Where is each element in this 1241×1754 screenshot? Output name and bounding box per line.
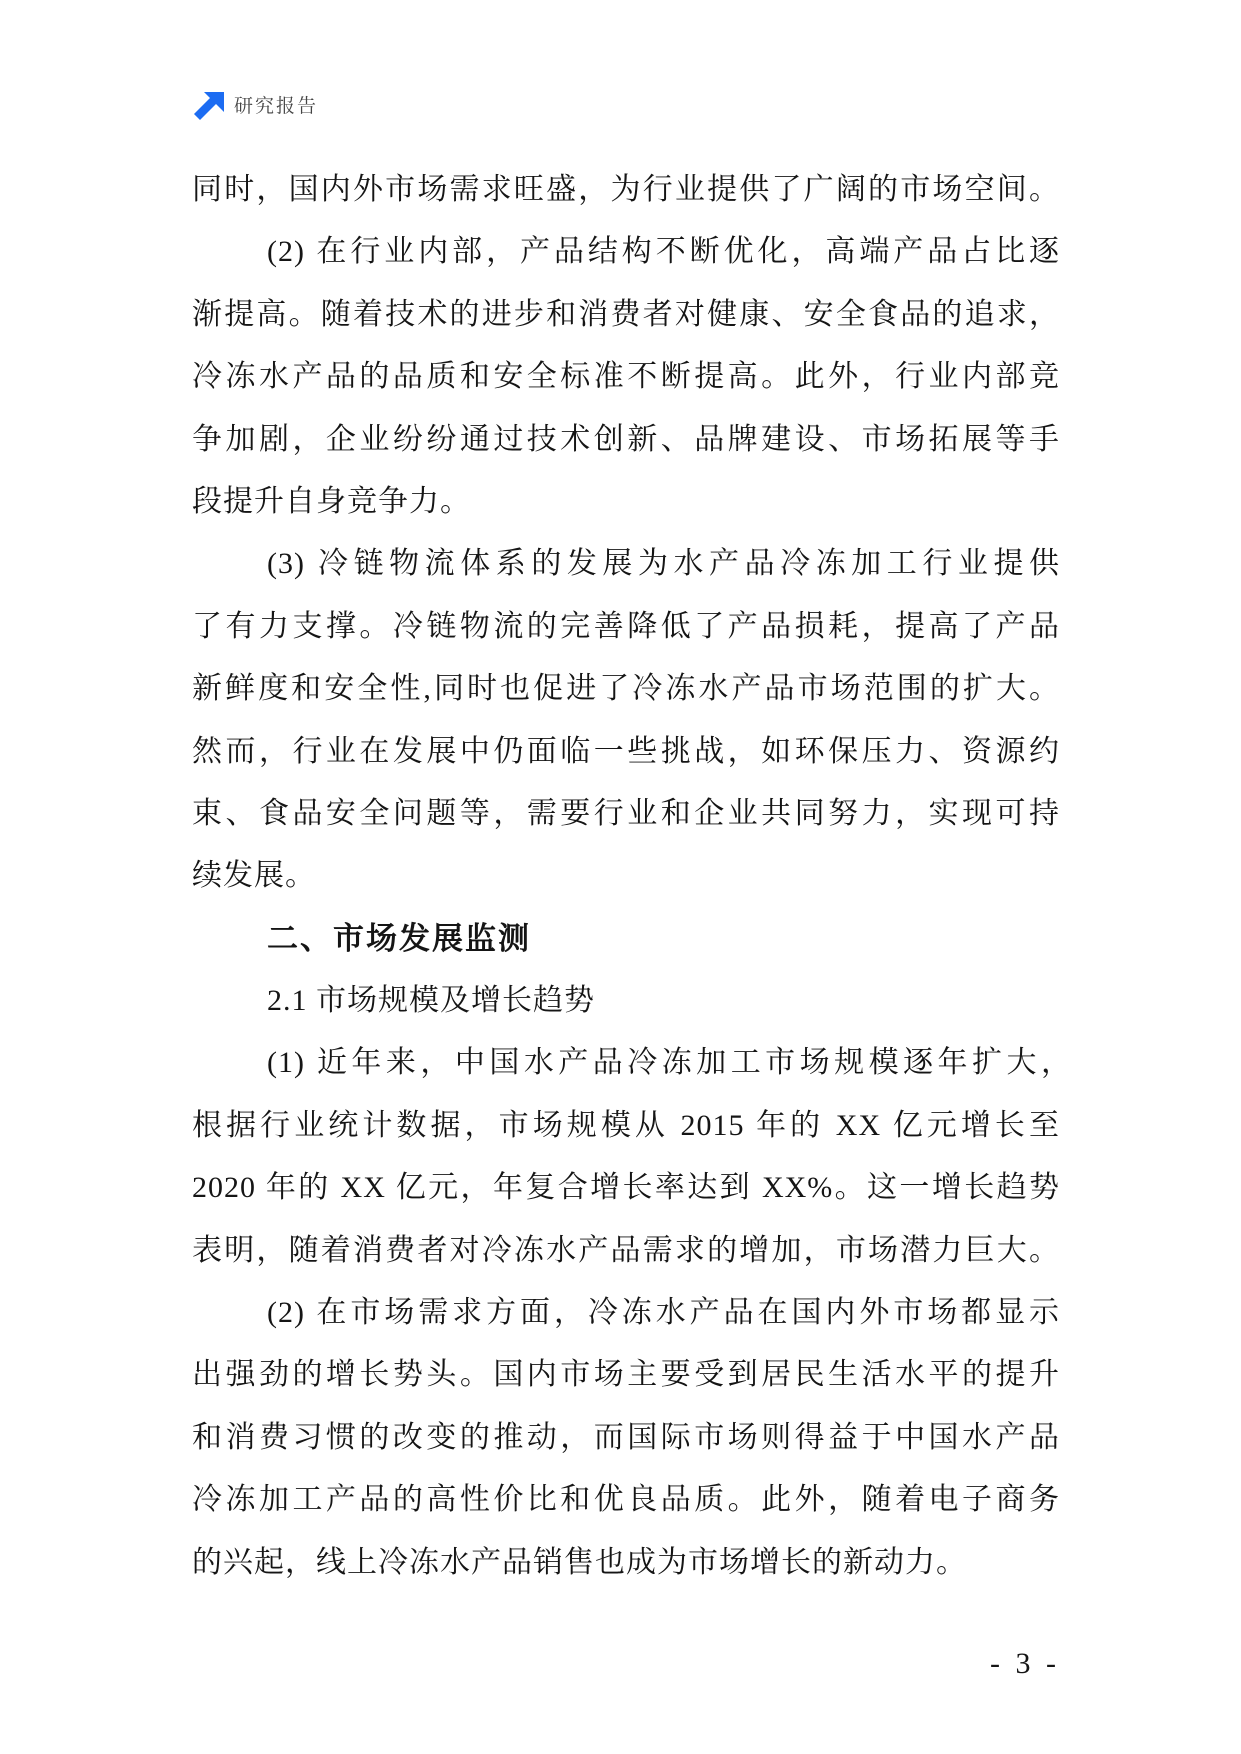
section-heading: 二、市场发展监测 [267, 920, 531, 956]
text-line: (2) 在行业内部，产品结构不断优化，高端产品占比逐 [267, 235, 1060, 269]
arrow-up-right-logo-icon [192, 92, 224, 122]
paragraph [192, 221, 1060, 533]
paragraph [192, 1032, 1072, 1282]
text-line: 和消费习惯的改变的推动，而国际市场则得益于中国水产品 [192, 1420, 1060, 1454]
text-line: 了有力支撑。冷链物流的完善降低了产品损耗，提高了产品 [192, 609, 1060, 643]
text-line: 新鲜度和安全性,同时也促进了冷冻水产品市场范围的扩大。 [192, 672, 1060, 706]
text-line: 出强劲的增长势头。国内市场主要受到居民生活水平的提升 [192, 1358, 1060, 1392]
paragraph [192, 159, 1060, 221]
text-line: 续发展。 [192, 859, 316, 893]
text-line: 冷冻加工产品的高性价比和优良品质。此外，随着电子商务 [192, 1483, 1060, 1517]
subsection-heading: 2.1 市场规模及增长趋势 [267, 984, 595, 1018]
paragraph [192, 533, 1060, 907]
text-line: 渐提高。随着技术的进步和消费者对健康、安全食品的追求， [192, 297, 1060, 331]
page-number: - 3 - [990, 1647, 1060, 1680]
report-brand-label: 研究报告 [234, 96, 319, 117]
text-line: 根据行业统计数据，市场规模从 2015 年的 XX 亿元增长至 [192, 1108, 1060, 1142]
text-line: 的兴起，线上冷冻水产品销售也成为市场增长的新动力。 [192, 1545, 967, 1579]
text-line: 争加剧，企业纷纷通过技术创新、品牌建设、市场拓展等手 [192, 422, 1060, 456]
text-line: 表明，随着消费者对冷冻水产品需求的增加，市场潜力巨大。 [192, 1233, 1060, 1267]
text-line: (1) 近年来，中国水产品冷冻加工市场规模逐年扩大， [267, 1046, 1072, 1080]
text-line: 冷冻水产品的品质和安全标准不断提高。此外，行业内部竞 [192, 360, 1060, 394]
document-body [192, 159, 1072, 1594]
report-header [192, 91, 318, 123]
text-line: 段提升自身竞争力。 [192, 484, 471, 518]
text-line: 同时，国内外市场需求旺盛，为行业提供了广阔的市场空间。 [192, 173, 1060, 206]
text-line: 2020 年的 XX 亿元，年复合增长率达到 XX%。这一增长趋势 [192, 1171, 1060, 1205]
text-line: (3) 冷链物流体系的发展为水产品冷冻加工行业提供 [267, 547, 1060, 581]
text-line: 束、食品安全问题等，需要行业和企业共同努力，实现可持 [192, 796, 1060, 830]
text-line: (2) 在市场需求方面，冷冻水产品在国内外市场都显示 [267, 1296, 1060, 1330]
text-line: 然而，行业在发展中仍面临一些挑战，如环保压力、资源约 [192, 734, 1060, 768]
paragraph [192, 1282, 1060, 1594]
